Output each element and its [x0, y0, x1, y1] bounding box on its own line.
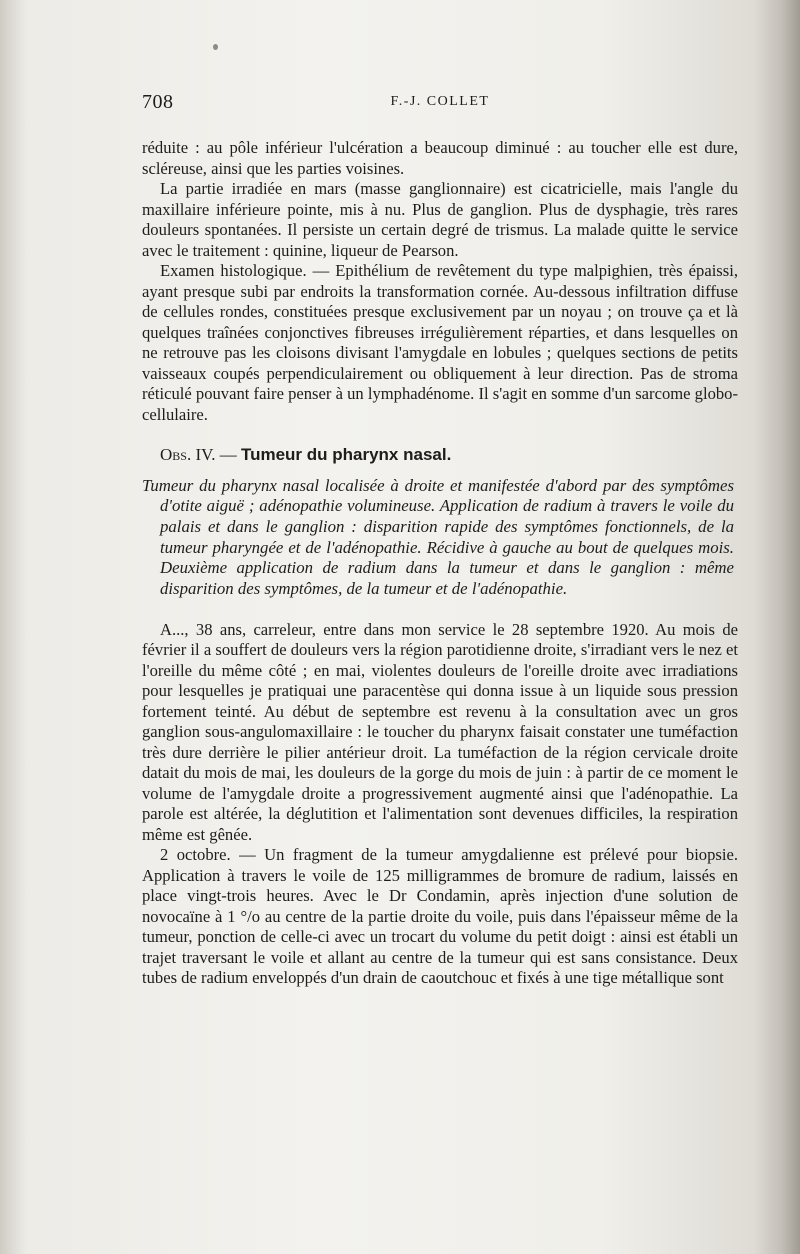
binding-gutter — [0, 0, 26, 1254]
paragraph: 2 octobre. — Un fragment de la tumeur amygdalienne est prélevé pour biopsie. Application à travers le voile de 125 milligrammes de bromure de radium, laissés en place vingt-trois heures. Avec le Dr Condamin, après injection d'une solution de novocaïne à 1 °/o au centre de la partie droite du voile, puis dans l'épaisseur même de la tumeur, ponction de celle-ci avec un trocart du volume du petit doigt : ainsi est établi un trajet traversant le voile et allant au centre de la tumeur qui est sans consistance. Deux tubes de radium enveloppés d'un drain de caoutchouc et fixés à une tige métallique sont — [142, 845, 738, 988]
observation-title: Tumeur du pharynx nasal. — [240, 445, 452, 464]
paragraph: A..., 38 ans, carreleur, entre dans mon service le 28 septembre 1920. Au mois de février il a souffert de douleurs vers la région parotidienne droite, s'irradiant vers le nez et l'oreille du même côté ; en mai, violentes douleurs de l'oreille droite avec irradiations pour lesquelles je pratiquai une paracentèse qui donna issue à un liquide sous pression fortement teinté. Au début de septembre est revenu à la consultation avec un gros ganglion sous-angulomaxillaire : le toucher du pharynx faisait constater une tuméfaction très dure derrière le pilier antérieur droit. La tuméfaction de la région cervicale droite datait du mois de mai, les douleurs de la gorge du mois de juin : à partir de ce moment le volume de l'amygdale droite a progressivement augmenté ainsi que l'adénopathie. La parole est altérée, la déglutition et l'alimentation sont devenues difficiles, la respiration même est gênée. — [142, 619, 738, 844]
observation-label: Obs. IV. — — [160, 445, 237, 464]
paragraph: réduite : au pôle inférieur l'ulcération a beaucoup diminué : au toucher elle est dure, scléreuse, ainsi que les parties voisines. — [142, 138, 738, 178]
observation-heading — [142, 445, 738, 466]
ink-speck — [213, 44, 218, 50]
running-head: F.-J. COLLET — [390, 94, 490, 109]
page-header — [142, 91, 738, 117]
paragraph: La partie irradiée en mars (masse ganglionnaire) est cicatricielle, mais l'angle du maxillaire inférieure pointe, mis à nu. Plus de ganglion. Plus de dysphagie, très rares douleurs spontanées. Il persiste un certain degré de trismus. La malade quitte le service avec le traitement : quinine, liqueur de Pearson. — [142, 179, 738, 260]
page-number: 708 — [142, 91, 174, 113]
body-text — [142, 138, 738, 989]
paragraph: Examen histologique. — Epithélium de revêtement du type malpighien, très épaissi, ayant presque subi par endroits la transformation cornée. Au-dessous infiltration diffuse de cellules rondes, constituées presque exclusivement par un noyau ; on trouve ça et là quelques traînées conjonctives fibreuses irrégulièrement réparties, et dans lesquelles on ne retrouve pas les cloisons divisant l'amygdale en lobules ; quelques sections de petits vaisseaux coupés perpendiculairement ou obliquement à leur direction. Pas de stroma réticulé pouvant faire penser à un lymphadénome. Il s'agit en somme d'un sarcome globo-cellulaire. — [142, 261, 738, 424]
observation-summary: Tumeur du pharynx nasal localisée à droite et manifestée d'abord par des symptômes d'otite aiguë ; adénopathie volumineuse. Application de radium à travers le voile du palais et dans le ganglion : disparition rapide des symptômes fonctionnels, de la tumeur pharyngée et de l'adénopathie. Récidive à gauche au bout de quelques mois. Deuxième application de radium dans la tumeur et dans le ganglion : même disparition des symptômes, de la tumeur et de l'adénopathie. — [142, 475, 734, 599]
page-edge-shadow — [754, 0, 800, 1254]
